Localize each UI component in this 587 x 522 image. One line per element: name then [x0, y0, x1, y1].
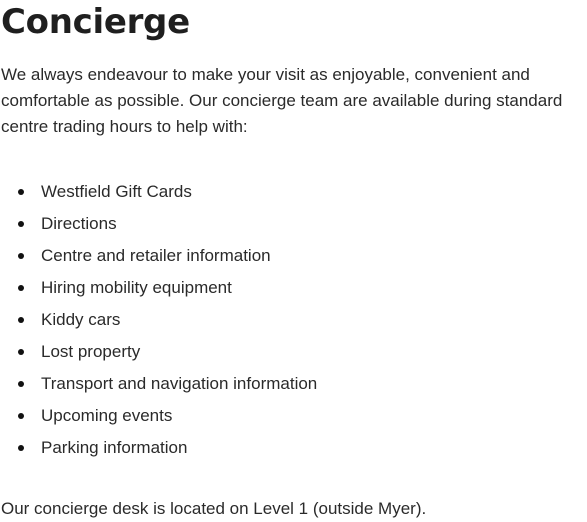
list-item: Lost property — [1, 336, 561, 368]
list-item: Westfield Gift Cards — [1, 176, 561, 208]
services-list — [1, 176, 561, 464]
list-item: Directions — [1, 208, 561, 240]
location-note: Our concierge desk is located on Level 1 (outside Myer). — [1, 499, 427, 518]
list-item: Centre and retailer information — [1, 240, 561, 272]
list-item: Hiring mobility equipment — [1, 272, 561, 304]
list-item: Transport and navigation information — [1, 368, 561, 400]
list-item: Upcoming events — [1, 400, 561, 432]
intro-paragraph: We always endeavour to make your visit as enjoyable, convenient and comfortable as possible. Our concierge team are available during standard centre trading hours to help with: — [1, 65, 563, 136]
list-item: Kiddy cars — [1, 304, 561, 336]
list-item: Parking information — [1, 432, 561, 464]
page-title: Concierge — [1, 2, 190, 42]
